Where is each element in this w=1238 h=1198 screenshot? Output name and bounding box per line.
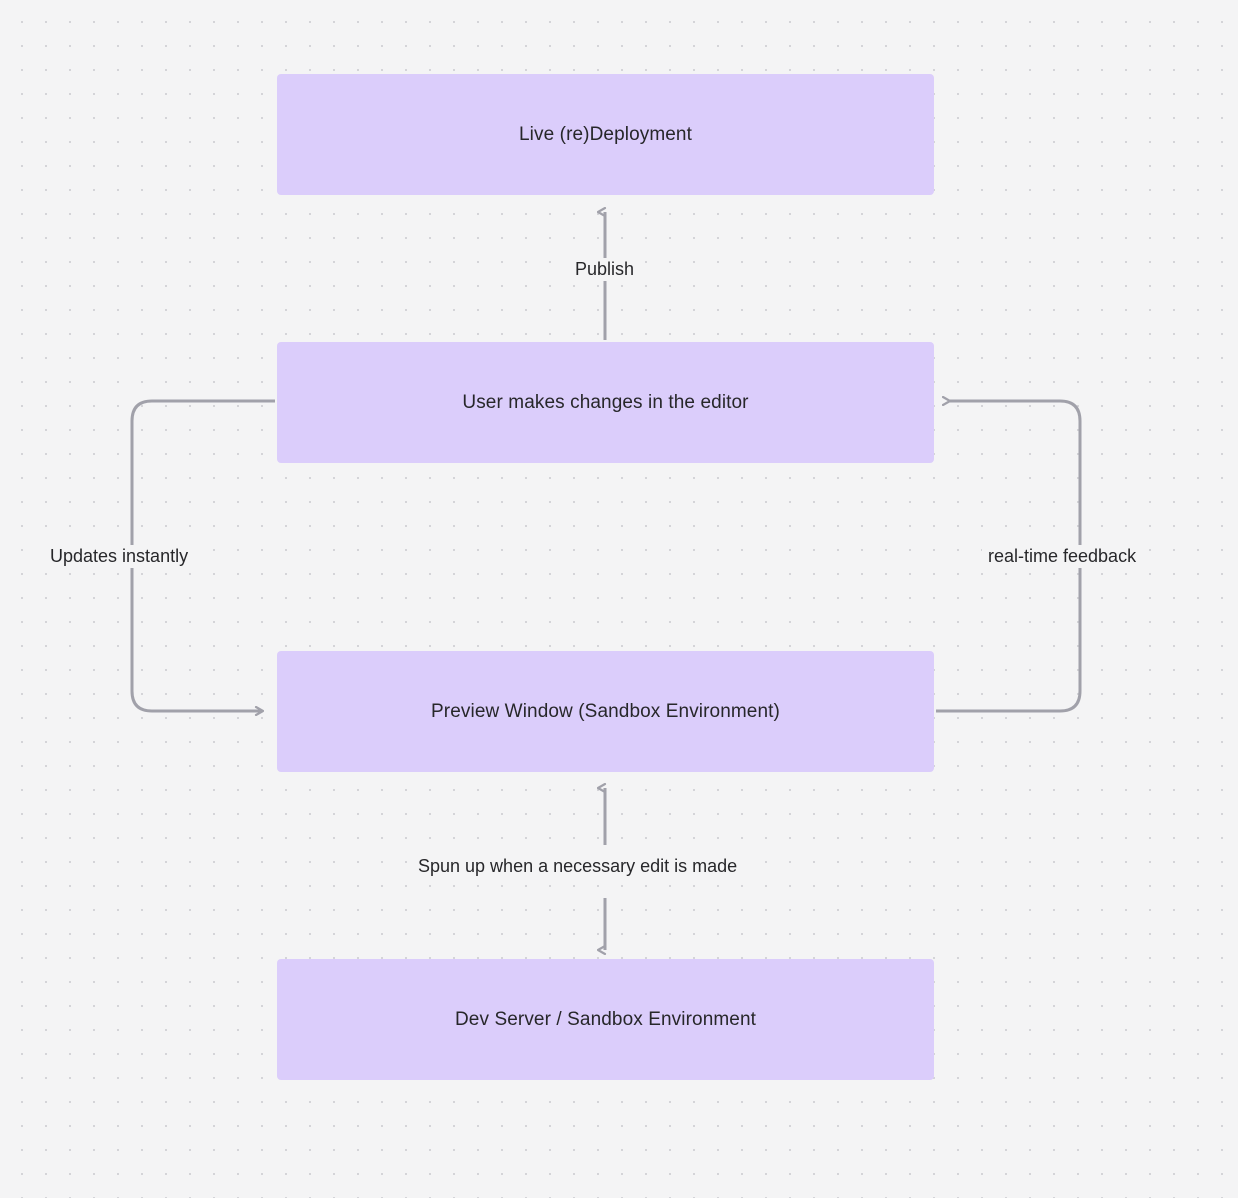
edge-label-real-time-feedback: real-time feedback [982, 545, 1142, 568]
node-dev-server-sandbox[interactable] [277, 959, 934, 1080]
edge-label-spun-up: Spun up when a necessary edit is made [412, 855, 743, 878]
node-live-redeployment[interactable] [277, 74, 934, 195]
node-preview-window[interactable] [277, 651, 934, 772]
edge-label-publish: Publish [569, 258, 640, 281]
node-label: Live (re)Deployment [519, 123, 692, 145]
edge-label-updates-instantly: Updates instantly [44, 545, 194, 568]
node-label: Dev Server / Sandbox Environment [454, 1008, 756, 1030]
node-label: Preview Window (Sandbox Environment) [431, 700, 780, 722]
node-label: User makes changes in the editor [462, 391, 749, 413]
node-user-makes-changes[interactable] [277, 342, 934, 463]
